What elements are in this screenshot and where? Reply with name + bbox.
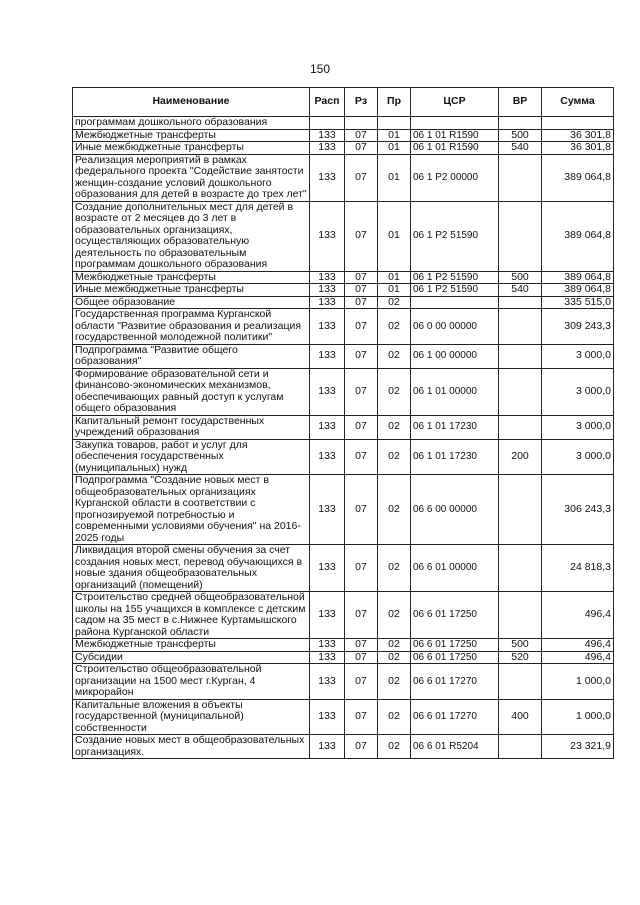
- table-cell-rz: 07: [345, 344, 378, 368]
- table-cell-rz: 07: [345, 639, 378, 652]
- table-row: [73, 475, 614, 545]
- table-cell-rasp: 133: [310, 664, 345, 700]
- table-cell-rasp: 133: [310, 592, 345, 639]
- table-cell-csr: 06 6 01 17270: [411, 664, 499, 700]
- table-cell-name: Создание новых мест в общеобразовательных организациях.: [73, 735, 310, 759]
- table-cell-csr: 06 1 P2 51590: [411, 271, 499, 284]
- table-cell-vr: [499, 344, 542, 368]
- table-cell-sum: 3 000,0: [542, 344, 614, 368]
- table-row: [73, 142, 614, 155]
- table-row: [73, 296, 614, 309]
- table-cell-pr: 02: [378, 651, 411, 664]
- table-cell-vr: [499, 545, 542, 592]
- table-cell-csr: 06 1 01 17230: [411, 439, 499, 475]
- table-cell-rasp: 133: [310, 142, 345, 155]
- header-rz: Рз: [345, 88, 378, 117]
- table-row: [73, 344, 614, 368]
- table-cell-pr: 02: [378, 664, 411, 700]
- table-cell-rz: 07: [345, 296, 378, 309]
- table-cell-rz: 07: [345, 284, 378, 297]
- table-cell-vr: [499, 415, 542, 439]
- table-cell-vr: 200: [499, 439, 542, 475]
- table-cell-pr: 01: [378, 201, 411, 271]
- table-cell-rasp: 133: [310, 309, 345, 345]
- table-cell-rasp: 133: [310, 735, 345, 759]
- table-cell-csr: 06 1 01 R1590: [411, 129, 499, 142]
- table-cell-sum: 36 301,8: [542, 129, 614, 142]
- table-cell-vr: 520: [499, 651, 542, 664]
- table-row: [73, 664, 614, 700]
- table-cell-pr: 01: [378, 271, 411, 284]
- table-row: [73, 545, 614, 592]
- table-cell-vr: 540: [499, 284, 542, 297]
- table-cell-csr: 06 1 00 00000: [411, 344, 499, 368]
- budget-table: [72, 87, 614, 759]
- table-row: [73, 201, 614, 271]
- table-cell-vr: 400: [499, 699, 542, 735]
- table-cell-vr: 500: [499, 271, 542, 284]
- table-row: [73, 271, 614, 284]
- table-cell-csr: 06 1 P2 00000: [411, 154, 499, 201]
- table-cell-csr: 06 6 01 17250: [411, 651, 499, 664]
- table-cell-vr: [499, 201, 542, 271]
- table-row: [73, 284, 614, 297]
- table-cell-sum: [542, 117, 614, 130]
- header-csr: ЦСР: [411, 88, 499, 117]
- table-row: [73, 592, 614, 639]
- table-cell-name: Подпрограмма "Создание новых мест в общеобразовательных организациях Курганской области в соответствии с прогнозируемой потребностью и современными условиями обучения" на 2016-2025 годы: [73, 475, 310, 545]
- header-vr: ВР: [499, 88, 542, 117]
- table-cell-pr: 02: [378, 296, 411, 309]
- table-cell-name: Реализация мероприятий в рамках федерального проекта "Содействие занятости женщин-создание условий дошкольного образования для детей в возрасте до трех лет": [73, 154, 310, 201]
- header-rasp: Расп: [310, 88, 345, 117]
- table-cell-pr: 02: [378, 735, 411, 759]
- table-cell-rasp: 133: [310, 271, 345, 284]
- table-cell-sum: 23 321,9: [542, 735, 614, 759]
- header-sum: Сумма: [542, 88, 614, 117]
- table-cell-rasp: 133: [310, 651, 345, 664]
- table-cell-vr: [499, 117, 542, 130]
- table-cell-pr: 02: [378, 439, 411, 475]
- table-cell-sum: 1 000,0: [542, 699, 614, 735]
- table-cell-rz: 07: [345, 699, 378, 735]
- table-cell-name: Создание дополнительных мест для детей в возрасте от 2 месяцев до 3 лет в образовательных организациях, осуществляющих образовательную деятельность по образовательным программам дошкольного образования: [73, 201, 310, 271]
- table-cell-csr: 06 1 01 R1590: [411, 142, 499, 155]
- table-cell-rasp: 133: [310, 154, 345, 201]
- table-cell-name: Государственная программа Курганской области "Развитие образования и реализация государственной молодежной политики": [73, 309, 310, 345]
- table-cell-rz: 07: [345, 651, 378, 664]
- table-cell-pr: [378, 117, 411, 130]
- table-cell-sum: 309 243,3: [542, 309, 614, 345]
- table-cell-pr: 02: [378, 309, 411, 345]
- table-cell-sum: 1 000,0: [542, 664, 614, 700]
- table-cell-vr: [499, 368, 542, 415]
- table-cell-name: Иные межбюджетные трансферты: [73, 284, 310, 297]
- table-cell-vr: [499, 475, 542, 545]
- table-cell-sum: 496,4: [542, 651, 614, 664]
- table-row: [73, 639, 614, 652]
- table-cell-name: Общее образование: [73, 296, 310, 309]
- table-cell-pr: 01: [378, 154, 411, 201]
- table-cell-rasp: 133: [310, 415, 345, 439]
- table-cell-csr: [411, 117, 499, 130]
- table-cell-csr: [411, 296, 499, 309]
- table-cell-pr: 02: [378, 699, 411, 735]
- table-cell-sum: 389 064,8: [542, 271, 614, 284]
- table-cell-rasp: 133: [310, 639, 345, 652]
- table-row: [73, 368, 614, 415]
- table-cell-name: программам дошкольного образования: [73, 117, 310, 130]
- table-cell-rz: 07: [345, 201, 378, 271]
- table-cell-rz: [345, 117, 378, 130]
- table-cell-vr: [499, 296, 542, 309]
- header-name: Наименование: [73, 88, 310, 117]
- table-cell-rz: 07: [345, 271, 378, 284]
- table-cell-csr: 06 6 01 R5204: [411, 735, 499, 759]
- table-cell-rasp: 133: [310, 284, 345, 297]
- table-cell-rasp: 133: [310, 129, 345, 142]
- table-row: [73, 309, 614, 345]
- table-cell-rz: 07: [345, 142, 378, 155]
- table-cell-sum: 3 000,0: [542, 415, 614, 439]
- table-cell-rz: 07: [345, 154, 378, 201]
- table-cell-rz: 07: [345, 415, 378, 439]
- table-cell-name: Ликвидация второй смены обучения за счет создания новых мест, перевод обучающихся в новые здания общеобразовательных организаций (помещений): [73, 545, 310, 592]
- table-cell-name: Капитальный ремонт государственных учреждений образования: [73, 415, 310, 439]
- table-cell-pr: 02: [378, 475, 411, 545]
- table-cell-vr: 500: [499, 639, 542, 652]
- table-cell-rz: 07: [345, 664, 378, 700]
- table-row: [73, 735, 614, 759]
- table-cell-pr: 01: [378, 142, 411, 155]
- table-row: [73, 154, 614, 201]
- table-cell-csr: 06 1 P2 51590: [411, 201, 499, 271]
- table-cell-pr: 02: [378, 592, 411, 639]
- table-cell-sum: 389 064,8: [542, 284, 614, 297]
- table-cell-sum: 335 515,0: [542, 296, 614, 309]
- table-cell-sum: 24 818,3: [542, 545, 614, 592]
- table-cell-rz: 07: [345, 545, 378, 592]
- table-cell-name: Формирование образовательной сети и финансово-экономических механизмов, обеспечивающих равный доступ к услугам общего образования: [73, 368, 310, 415]
- table-cell-pr: 02: [378, 639, 411, 652]
- table-cell-vr: [499, 735, 542, 759]
- table-cell-name: Закупка товаров, работ и услуг для обеспечения государственных (муниципальных) нужд: [73, 439, 310, 475]
- table-cell-vr: [499, 664, 542, 700]
- table-cell-sum: 389 064,8: [542, 201, 614, 271]
- table-cell-pr: 02: [378, 368, 411, 415]
- table-cell-rz: 07: [345, 475, 378, 545]
- table-row: [73, 699, 614, 735]
- header-pr: Пр: [378, 88, 411, 117]
- table-cell-csr: 06 6 01 17250: [411, 639, 499, 652]
- table-cell-rasp: 133: [310, 344, 345, 368]
- table-cell-rasp: 133: [310, 296, 345, 309]
- table-cell-rasp: 133: [310, 545, 345, 592]
- table-cell-sum: 36 301,8: [542, 142, 614, 155]
- table-cell-pr: 02: [378, 415, 411, 439]
- table-cell-sum: 306 243,3: [542, 475, 614, 545]
- table-cell-name: Межбюджетные трансферты: [73, 271, 310, 284]
- page-number: 150: [309, 62, 331, 76]
- table-cell-name: Межбюджетные трансферты: [73, 639, 310, 652]
- table-cell-name: Капитальные вложения в объекты государственной (муниципальной) собственности: [73, 699, 310, 735]
- table-cell-vr: 540: [499, 142, 542, 155]
- table-header-row: [73, 88, 614, 117]
- table-cell-vr: 500: [499, 129, 542, 142]
- table-cell-name: Строительство общеобразовательной организации на 1500 мест г.Курган, 4 микрорайон: [73, 664, 310, 700]
- table-cell-vr: [499, 154, 542, 201]
- table-row: [73, 651, 614, 664]
- table-cell-pr: 01: [378, 129, 411, 142]
- table-cell-rasp: 133: [310, 368, 345, 415]
- table-cell-pr: 02: [378, 545, 411, 592]
- table-row: [73, 129, 614, 142]
- table-cell-rz: 07: [345, 309, 378, 345]
- table-cell-vr: [499, 592, 542, 639]
- table-cell-csr: 06 6 00 00000: [411, 475, 499, 545]
- table-cell-rasp: [310, 117, 345, 130]
- table-cell-rz: 07: [345, 735, 378, 759]
- table-cell-csr: 06 0 00 00000: [411, 309, 499, 345]
- table-cell-csr: 06 1 01 00000: [411, 368, 499, 415]
- table-cell-csr: 06 6 01 17250: [411, 592, 499, 639]
- table-row: [73, 117, 614, 130]
- table-cell-rz: 07: [345, 368, 378, 415]
- table-cell-sum: 3 000,0: [542, 368, 614, 415]
- table-cell-name: Межбюджетные трансферты: [73, 129, 310, 142]
- table-cell-rz: 07: [345, 592, 378, 639]
- table-cell-rasp: 133: [310, 475, 345, 545]
- table-cell-sum: 389 064,8: [542, 154, 614, 201]
- table-row: [73, 439, 614, 475]
- table-cell-pr: 02: [378, 344, 411, 368]
- table-cell-sum: 496,4: [542, 639, 614, 652]
- table-cell-vr: [499, 309, 542, 345]
- table-cell-rz: 07: [345, 129, 378, 142]
- table-row: [73, 415, 614, 439]
- table-cell-name: Субсидии: [73, 651, 310, 664]
- table-cell-name: Иные межбюджетные трансферты: [73, 142, 310, 155]
- table-cell-name: Строительство средней общеобразовательной школы на 155 учащихся в комплексе с детским садом на 35 мест в с.Нижнее Куртамышского района Курганской области: [73, 592, 310, 639]
- table-cell-csr: 06 1 01 17230: [411, 415, 499, 439]
- table-cell-rasp: 133: [310, 439, 345, 475]
- table-cell-rasp: 133: [310, 699, 345, 735]
- table-cell-csr: 06 6 01 17270: [411, 699, 499, 735]
- table-cell-name: Подпрограмма "Развитие общего образования": [73, 344, 310, 368]
- table-cell-csr: 06 6 01 00000: [411, 545, 499, 592]
- table-cell-sum: 496,4: [542, 592, 614, 639]
- table-cell-sum: 3 000,0: [542, 439, 614, 475]
- table-cell-rasp: 133: [310, 201, 345, 271]
- table-cell-csr: 06 1 P2 51590: [411, 284, 499, 297]
- table-cell-rz: 07: [345, 439, 378, 475]
- table-cell-pr: 01: [378, 284, 411, 297]
